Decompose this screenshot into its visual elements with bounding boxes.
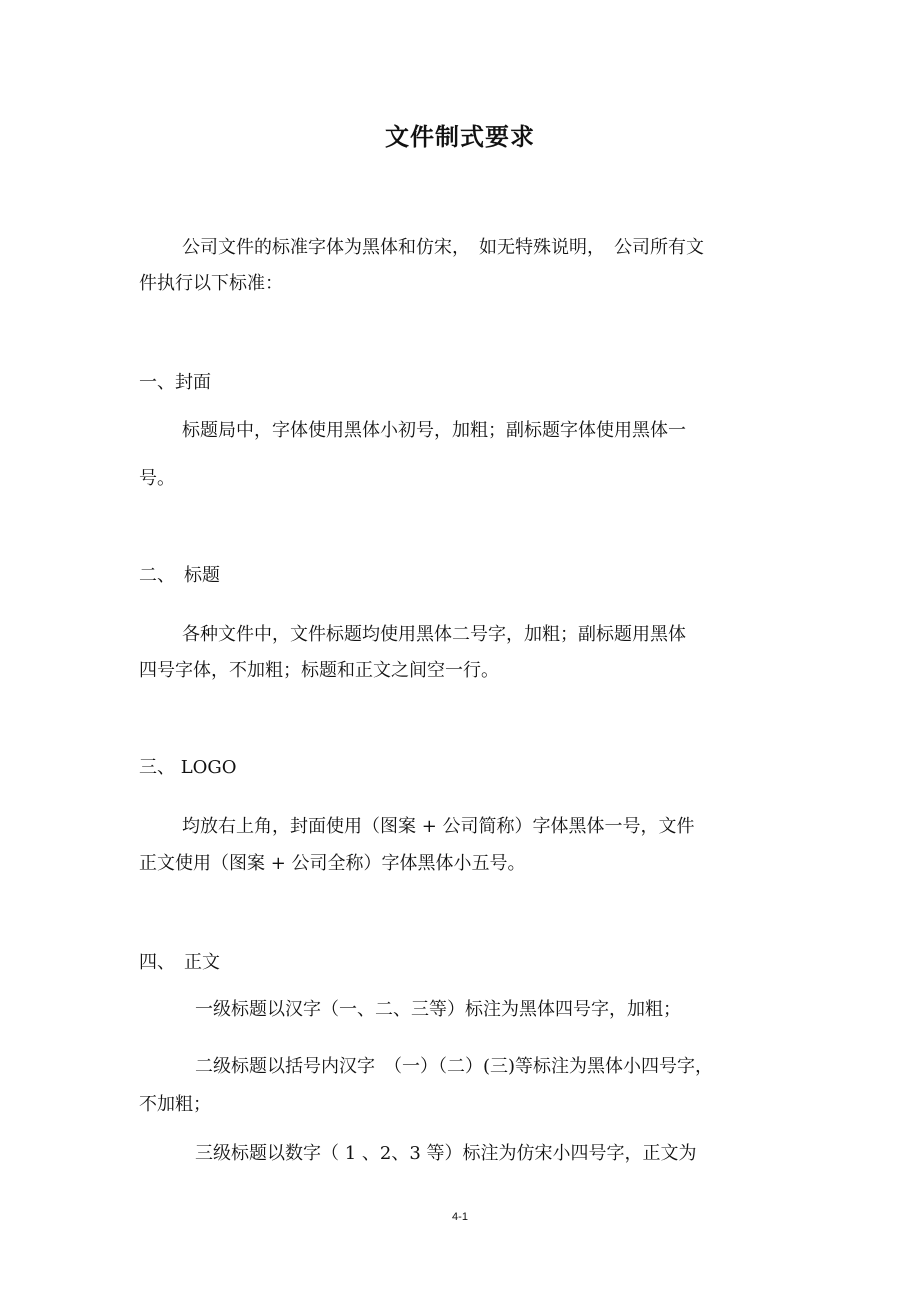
section-title-line-2: 四号字体，不加粗；标题和正文之间空一行。 xyxy=(139,660,499,681)
section-cover-line-1: 标题局中，字体使用黑体小初号，加粗；副标题字体使用黑体一 xyxy=(182,420,686,441)
section-cover-line-2: 号。 xyxy=(139,468,175,489)
section-body-line-2: 二级标题以括号内汉字 （一）（二）(三)等标注为黑体小四号字， xyxy=(195,1056,714,1077)
intro-line-2: 件执行以下标准： xyxy=(139,273,283,294)
section-body-line-4: 三级标题以数字（ 1 、2、3 等）标注为仿宋小四号字，正文为 xyxy=(195,1143,697,1164)
intro-line-1: 公司文件的标准字体为黑体和仿宋， 如无特殊说明， 公司所有文 xyxy=(182,237,704,258)
page-number: 4-1 xyxy=(452,1211,468,1223)
section-heading-logo: 三、 LOGO xyxy=(139,757,237,778)
section-title-line-1: 各种文件中，文件标题均使用黑体二号字，加粗；副标题用黑体 xyxy=(182,624,686,645)
section-logo-line-2: 正文使用（图案 + 公司全称）字体黑体小五号。 xyxy=(139,853,526,874)
section-heading-cover: 一、封面 xyxy=(139,372,211,393)
section-logo-line-1: 均放右上角，封面使用（图案 + 公司简称）字体黑体一号，文件 xyxy=(182,816,695,837)
document-title: 文件制式要求 xyxy=(385,122,535,151)
section-body-line-3: 不加粗； xyxy=(139,1094,211,1115)
section-body-line-1: 一级标题以汉字（一、二、三等）标注为黑体四号字，加粗； xyxy=(195,999,681,1020)
section-heading-title: 二、 标题 xyxy=(139,565,220,586)
section-heading-body: 四、 正文 xyxy=(139,952,220,973)
